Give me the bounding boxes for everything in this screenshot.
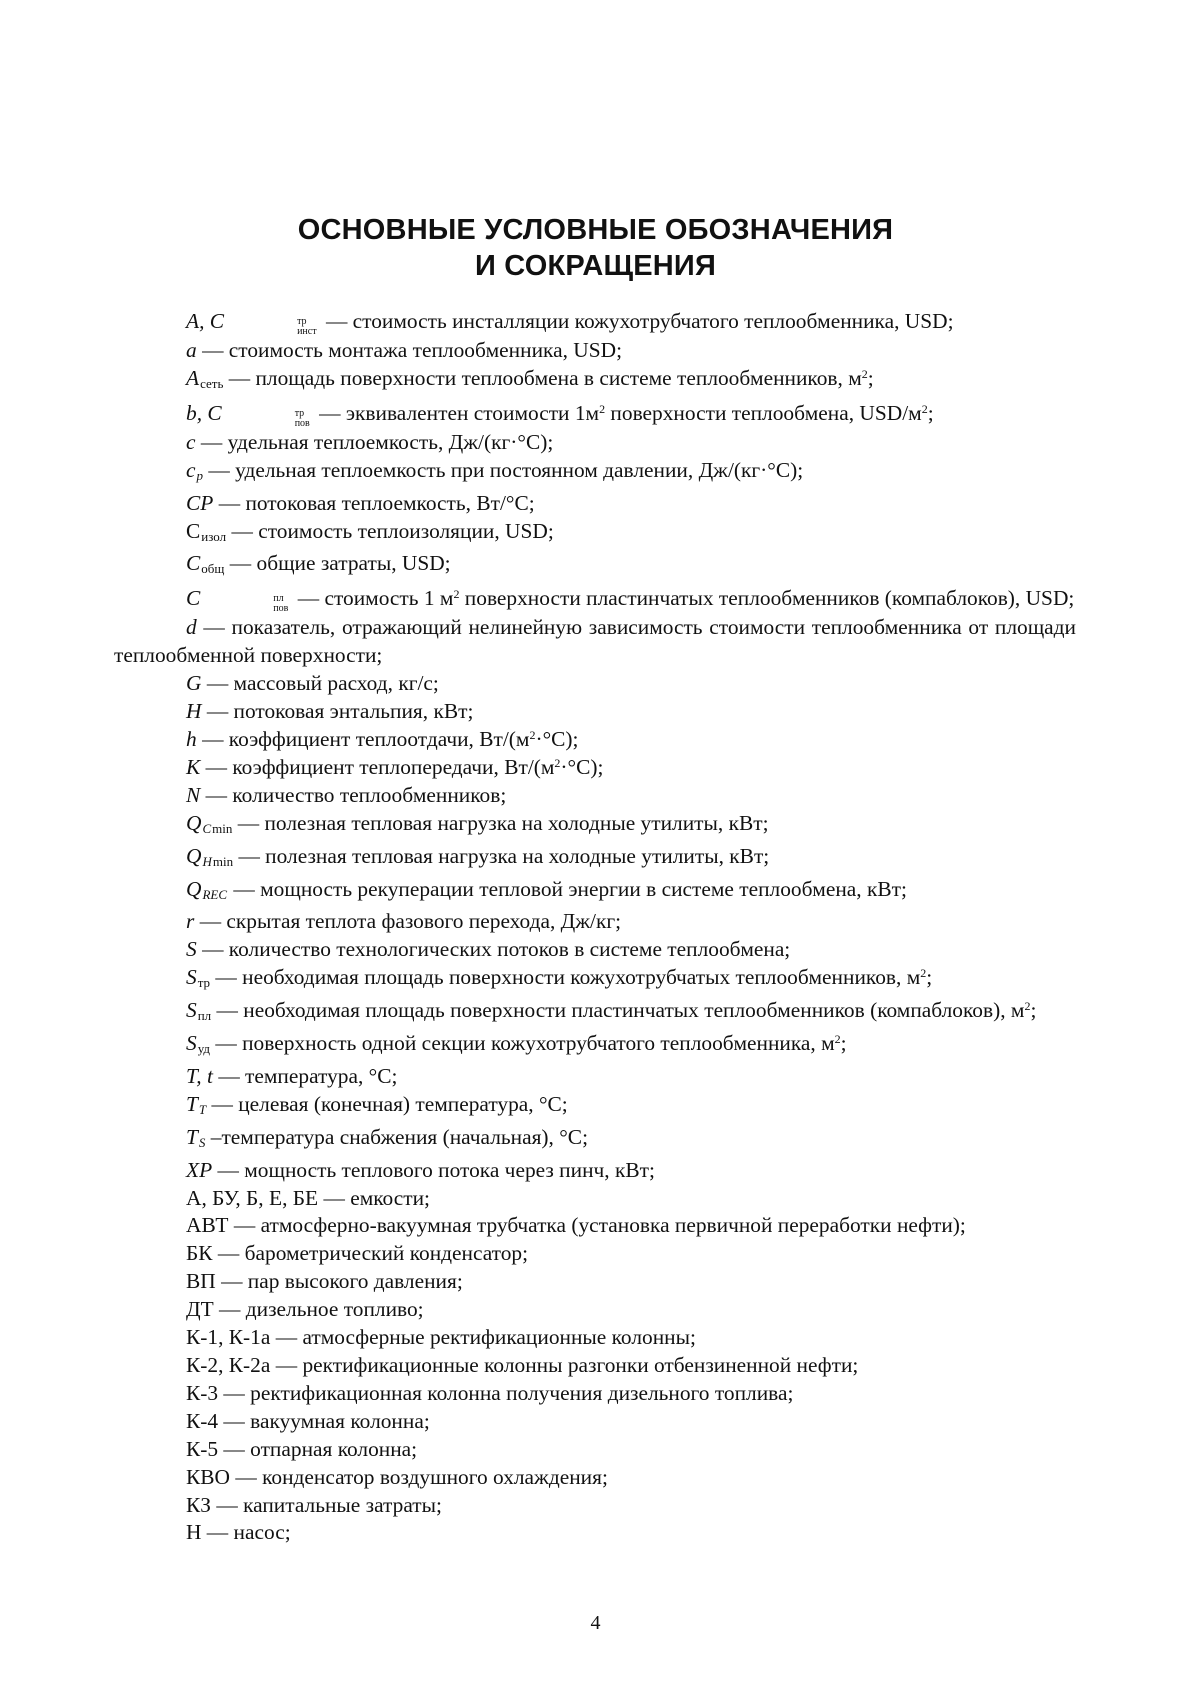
- list-item: [114, 936, 1076, 964]
- symbol: S: [186, 937, 197, 962]
- definition: — коэффициент теплоотдачи, Вт/(м: [202, 726, 530, 751]
- definition: — массовый расход, кг/с;: [206, 671, 439, 696]
- page-title-line-2: И СОКРАЩЕНИЯ: [474, 250, 717, 282]
- list-item: К-5 — отпарная колонна;: [186, 1436, 418, 1461]
- list-item: БК — барометрический конденсатор;: [186, 1241, 529, 1266]
- symbol: T, t: [186, 1063, 213, 1088]
- subscript: пл: [197, 1008, 212, 1024]
- list-item: [114, 550, 1076, 583]
- definition: — коэффициент теплопередачи, Вт/(м: [205, 754, 555, 779]
- subscript: min: [212, 820, 233, 836]
- list-item: [114, 782, 1076, 810]
- subscript-italic: S: [198, 1134, 206, 1150]
- list-item: [114, 726, 1076, 754]
- symbol: S: [186, 998, 197, 1023]
- definition: — поверхность одной секции кожухотрубчатого теплообменника, м: [215, 1031, 835, 1056]
- list-item: [114, 398, 1076, 429]
- definition: — мощность теплового потока через пинч, кВт;: [217, 1157, 655, 1182]
- symbol: H: [186, 699, 202, 724]
- symbol: d: [186, 615, 197, 640]
- superscript: 2: [921, 401, 928, 416]
- list-item: [114, 429, 1076, 457]
- list-item: [114, 306, 1076, 337]
- subscript-index: инст: [297, 326, 317, 337]
- subscript-index: пов: [273, 603, 289, 615]
- list-item: КВО — конденсатор воздушного охлаждения;: [186, 1464, 608, 1489]
- definition: — стоимость 1 м: [297, 586, 454, 611]
- superscript-index: пл: [273, 593, 284, 605]
- definition: — необходимая площадь поверхности кожухотрубчатых теплообменников, м: [215, 965, 921, 990]
- superscript: 2: [599, 401, 606, 416]
- list-item: АВТ — атмосферно-вакуумная трубчатка (установка первичной переработки нефти);: [186, 1213, 966, 1238]
- subscript: тр: [197, 975, 211, 991]
- symbol: b,: [186, 400, 203, 425]
- definition: — стоимость теплоизоляции, USD;: [231, 518, 554, 543]
- list-item: К-2, К-2а — ректификационные колонны разгонки отбензиненной нефти;: [186, 1353, 859, 1377]
- list-item: КЗ — капитальные затраты;: [186, 1492, 442, 1517]
- symbol: S: [186, 965, 197, 990]
- symbol: r: [186, 909, 195, 934]
- superscript: 2: [861, 366, 868, 381]
- subscript: уд: [197, 1041, 210, 1057]
- superscript-index: тр: [297, 316, 307, 327]
- list-item: [114, 1063, 1076, 1091]
- definition: — необходимая площадь поверхности пластинчатых теплообменников (компаблоков), м: [216, 998, 1025, 1023]
- subscript-italic: REC: [202, 886, 228, 902]
- definition: — показатель, отражающий нелинейную зависимость стоимости теплообменника от площади теплообменной поверхности;: [114, 615, 1076, 668]
- list-item: [114, 670, 1076, 698]
- symbol: a: [186, 338, 197, 362]
- symbol: Q: [186, 876, 202, 901]
- list-item: К-3 — ректификационная колонна получения дизельного топлива;: [186, 1380, 794, 1405]
- subscript: изол: [201, 528, 227, 544]
- superscript: 2: [920, 966, 927, 981]
- subscript-italic: H: [202, 853, 212, 869]
- list-item: ДТ — дизельное топливо;: [186, 1297, 424, 1322]
- list-item: [114, 457, 1076, 490]
- definition: –температура снабжения (начальная), °С;: [210, 1124, 589, 1149]
- symbol: C: [207, 400, 222, 425]
- definition: — потоковая энтальпия, кВт;: [206, 699, 474, 724]
- superscript: 2: [453, 587, 460, 602]
- symbol: Q: [186, 843, 202, 868]
- subscript-index: пов: [294, 417, 310, 429]
- list-item: [114, 698, 1076, 726]
- subscript: общ: [201, 561, 225, 577]
- symbol: T: [186, 1091, 198, 1116]
- list-item: [114, 365, 1076, 398]
- subscript: p: [196, 467, 203, 483]
- definition-tail: ;: [926, 965, 933, 990]
- list-item: ВП — пар высокого давления;: [186, 1269, 463, 1294]
- definition: — полезная тепловая нагрузка на холодные утилиты, кВт;: [237, 810, 769, 835]
- subscript-italic: C: [202, 820, 212, 836]
- list-item: [114, 1157, 1076, 1185]
- list-item: [114, 583, 1076, 614]
- definition-tail: ;: [867, 365, 874, 390]
- list-item: [114, 1030, 1076, 1063]
- symbol: N: [186, 782, 201, 807]
- superscript: 2: [529, 727, 536, 742]
- definition: — площадь поверхности теплообмена в системе теплообменников, м: [228, 365, 862, 390]
- index-stack: [223, 409, 310, 429]
- symbol: c: [186, 457, 196, 482]
- definition: — эквивалентен стоимости 1м: [319, 400, 600, 425]
- definition: — мощность рекуперации тепловой энергии в системе теплообмена, кВт;: [233, 876, 907, 901]
- definition: — температура, °С;: [218, 1063, 398, 1088]
- symbol: C: [186, 551, 201, 576]
- symbol: c: [186, 429, 196, 454]
- symbol: G: [186, 671, 202, 696]
- list-item: [114, 1124, 1076, 1157]
- list-item: [114, 876, 1076, 909]
- definition-tail: ;: [927, 400, 934, 425]
- definition: — потоковая теплоемкость, Вт/°С;: [218, 490, 535, 515]
- list-item: [114, 843, 1076, 876]
- list-item: [114, 908, 1076, 936]
- list-item: К-1, К-1а — атмосферные ректификационные колонны;: [186, 1325, 696, 1350]
- symbol: A: [186, 365, 200, 390]
- definition: — количество теплообменников;: [205, 782, 507, 807]
- subscript-italic: T: [198, 1101, 207, 1117]
- superscript: 2: [834, 1032, 841, 1047]
- symbol: Q: [186, 810, 202, 835]
- symbol: C: [186, 518, 201, 543]
- symbol: h: [186, 726, 197, 751]
- superscript: 2: [1024, 999, 1031, 1014]
- list-item: [114, 997, 1076, 1030]
- symbol: CP: [186, 490, 214, 515]
- definition: — количество технологических потоков в системе теплообмена;: [202, 937, 791, 962]
- list-item: [114, 964, 1076, 997]
- definition-tail: ;: [1030, 998, 1037, 1023]
- index-stack: [225, 317, 317, 337]
- superscript: 2: [554, 755, 561, 770]
- definition-tail: ·°С);: [535, 726, 579, 751]
- symbol: T: [186, 1124, 198, 1149]
- list-item: [114, 614, 1076, 670]
- list-item: А, БУ, Б, Е, БЕ — емкости;: [186, 1185, 430, 1210]
- list-item: Н — насос;: [186, 1520, 291, 1545]
- definition: — общие затраты, USD;: [229, 551, 451, 576]
- index-stack: [201, 594, 288, 614]
- definition: — удельная теплоемкость при постоянном давлении, Дж/(кг·°С);: [208, 457, 804, 482]
- symbol: A,: [186, 309, 205, 333]
- definition: — полезная тепловая нагрузка на холодные утилиты, кВт;: [238, 843, 770, 868]
- list-item: [114, 490, 1076, 518]
- definition: поверхности теплообмена, USD/м: [605, 400, 922, 425]
- definition-tail: ;: [840, 1031, 847, 1056]
- definition: — удельная теплоемкость, Дж/(кг·°С);: [200, 429, 554, 454]
- symbol: XP: [186, 1157, 213, 1182]
- list-item: [114, 1091, 1076, 1124]
- symbol: K: [186, 754, 201, 779]
- symbol: C: [209, 309, 225, 333]
- definition: — целевая (конечная) температура, °С;: [211, 1091, 568, 1116]
- symbol: C: [186, 586, 201, 611]
- subscript: min: [212, 853, 234, 869]
- list-item: [114, 518, 1076, 551]
- symbol: S: [186, 1031, 197, 1056]
- definition: — стоимость инсталляции кожухотрубчатого теплообменника, USD;: [325, 309, 954, 333]
- superscript-index: тр: [294, 407, 305, 419]
- list-item: [114, 754, 1076, 782]
- definition: поверхности пластинчатых теплообменников (компаблоков), USD;: [459, 586, 1075, 611]
- page-number: 4: [590, 1612, 601, 1634]
- definition: — скрытая теплота фазового перехода, Дж/кг;: [199, 909, 622, 934]
- list-item: К-4 — вакуумная колонна;: [186, 1408, 430, 1433]
- list-item: [114, 337, 1076, 365]
- subscript: сеть: [200, 375, 224, 391]
- notation-list: [114, 306, 1076, 1547]
- list-item: [114, 810, 1076, 843]
- page-title-line-1: ОСНОВНЫЕ УСЛОВНЫЕ ОБОЗНАЧЕНИЯ: [297, 214, 894, 246]
- definition: — стоимость монтажа теплообменника, USD;: [202, 338, 623, 362]
- definition-tail: ·°С);: [560, 754, 604, 779]
